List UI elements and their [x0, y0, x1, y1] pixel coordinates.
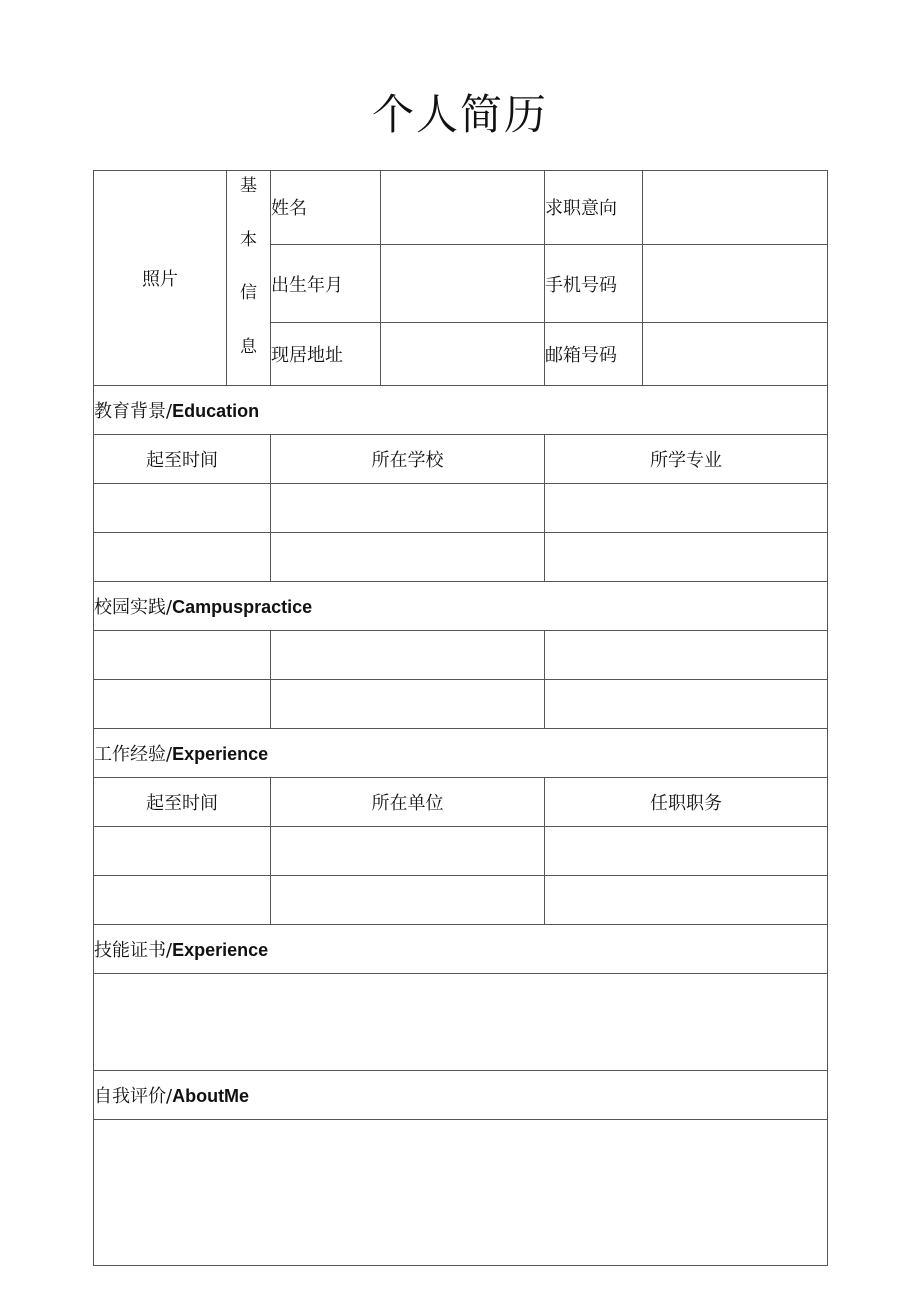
phone-field[interactable]: [643, 244, 828, 322]
education-header-school: 所在学校: [271, 435, 545, 484]
skills-title-cn: 技能证书/: [94, 940, 173, 961]
table-row: [94, 876, 828, 925]
basic-info-label: [227, 171, 271, 386]
campus-cell[interactable]: [94, 631, 271, 680]
phone-label: 手机号码: [545, 244, 643, 322]
skills-content-row: [94, 974, 828, 1071]
work-section-row: [94, 729, 828, 778]
education-cell[interactable]: [271, 484, 545, 533]
basic-info-char: 基: [240, 176, 257, 196]
about-section-row: [94, 1071, 828, 1120]
name-label: 姓名: [271, 171, 381, 245]
education-cell[interactable]: [94, 484, 271, 533]
campus-cell[interactable]: [545, 631, 828, 680]
campus-section-row: [94, 582, 828, 631]
campus-title-en: Campuspractice: [172, 597, 313, 617]
education-title-cn: 教育背景/: [94, 401, 173, 422]
about-content[interactable]: [94, 1120, 828, 1266]
work-cell[interactable]: [545, 827, 828, 876]
birth-field[interactable]: [381, 244, 545, 322]
table-row: [94, 631, 828, 680]
work-cell[interactable]: [94, 876, 271, 925]
birth-label: 出生年月: [271, 244, 381, 322]
education-section-row: [94, 386, 828, 435]
about-content-row: [94, 1120, 828, 1266]
email-field[interactable]: [643, 323, 828, 386]
skills-section-row: [94, 925, 828, 974]
education-cell[interactable]: [545, 533, 828, 582]
work-header-company: 所在单位: [271, 778, 545, 827]
photo-cell[interactable]: 照片: [94, 171, 227, 386]
work-header-row: [94, 778, 828, 827]
work-cell[interactable]: [545, 876, 828, 925]
work-cell[interactable]: [271, 876, 545, 925]
campus-cell[interactable]: [94, 680, 271, 729]
campus-section-title: [94, 582, 828, 631]
address-label: 现居地址: [271, 323, 381, 386]
table-row: [94, 827, 828, 876]
work-title-en: Experience: [172, 744, 269, 764]
campus-cell[interactable]: [271, 631, 545, 680]
name-field[interactable]: [381, 171, 545, 245]
resume-table: [93, 170, 828, 1266]
education-cell[interactable]: [271, 533, 545, 582]
education-header-row: [94, 435, 828, 484]
education-cell[interactable]: [545, 484, 828, 533]
about-title-en: AboutMe: [172, 1086, 250, 1106]
basic-row-1: [94, 171, 828, 245]
address-field[interactable]: [381, 323, 545, 386]
work-cell[interactable]: [94, 827, 271, 876]
work-header-position: 任职职务: [545, 778, 828, 827]
campus-title-cn: 校园实践/: [94, 597, 173, 618]
education-cell[interactable]: [94, 533, 271, 582]
work-cell[interactable]: [271, 827, 545, 876]
education-header-major: 所学专业: [545, 435, 828, 484]
table-row: [94, 484, 828, 533]
table-row: [94, 680, 828, 729]
education-section-title: [94, 386, 828, 435]
basic-info-char: 息: [240, 336, 257, 357]
work-title-cn: 工作经验/: [94, 744, 173, 765]
skills-content[interactable]: [94, 974, 828, 1071]
page-title: 个人简历: [371, 90, 548, 139]
about-section-title: [94, 1071, 828, 1120]
campus-cell[interactable]: [545, 680, 828, 729]
job-intention-field[interactable]: [643, 171, 828, 245]
education-header-period: 起至时间: [94, 435, 271, 484]
campus-cell[interactable]: [271, 680, 545, 729]
work-header-period: 起至时间: [94, 778, 271, 827]
table-row: [94, 533, 828, 582]
job-intention-label: 求职意向: [545, 171, 643, 245]
basic-info-char: 信: [240, 283, 257, 303]
skills-title-en: Experience: [172, 940, 269, 960]
work-section-title: [94, 729, 828, 778]
about-title-cn: 自我评价/: [94, 1086, 173, 1107]
basic-info-char: 本: [240, 229, 257, 250]
skills-section-title: [94, 925, 828, 974]
education-title-en: Education: [172, 401, 260, 421]
email-label: 邮箱号码: [545, 323, 643, 386]
